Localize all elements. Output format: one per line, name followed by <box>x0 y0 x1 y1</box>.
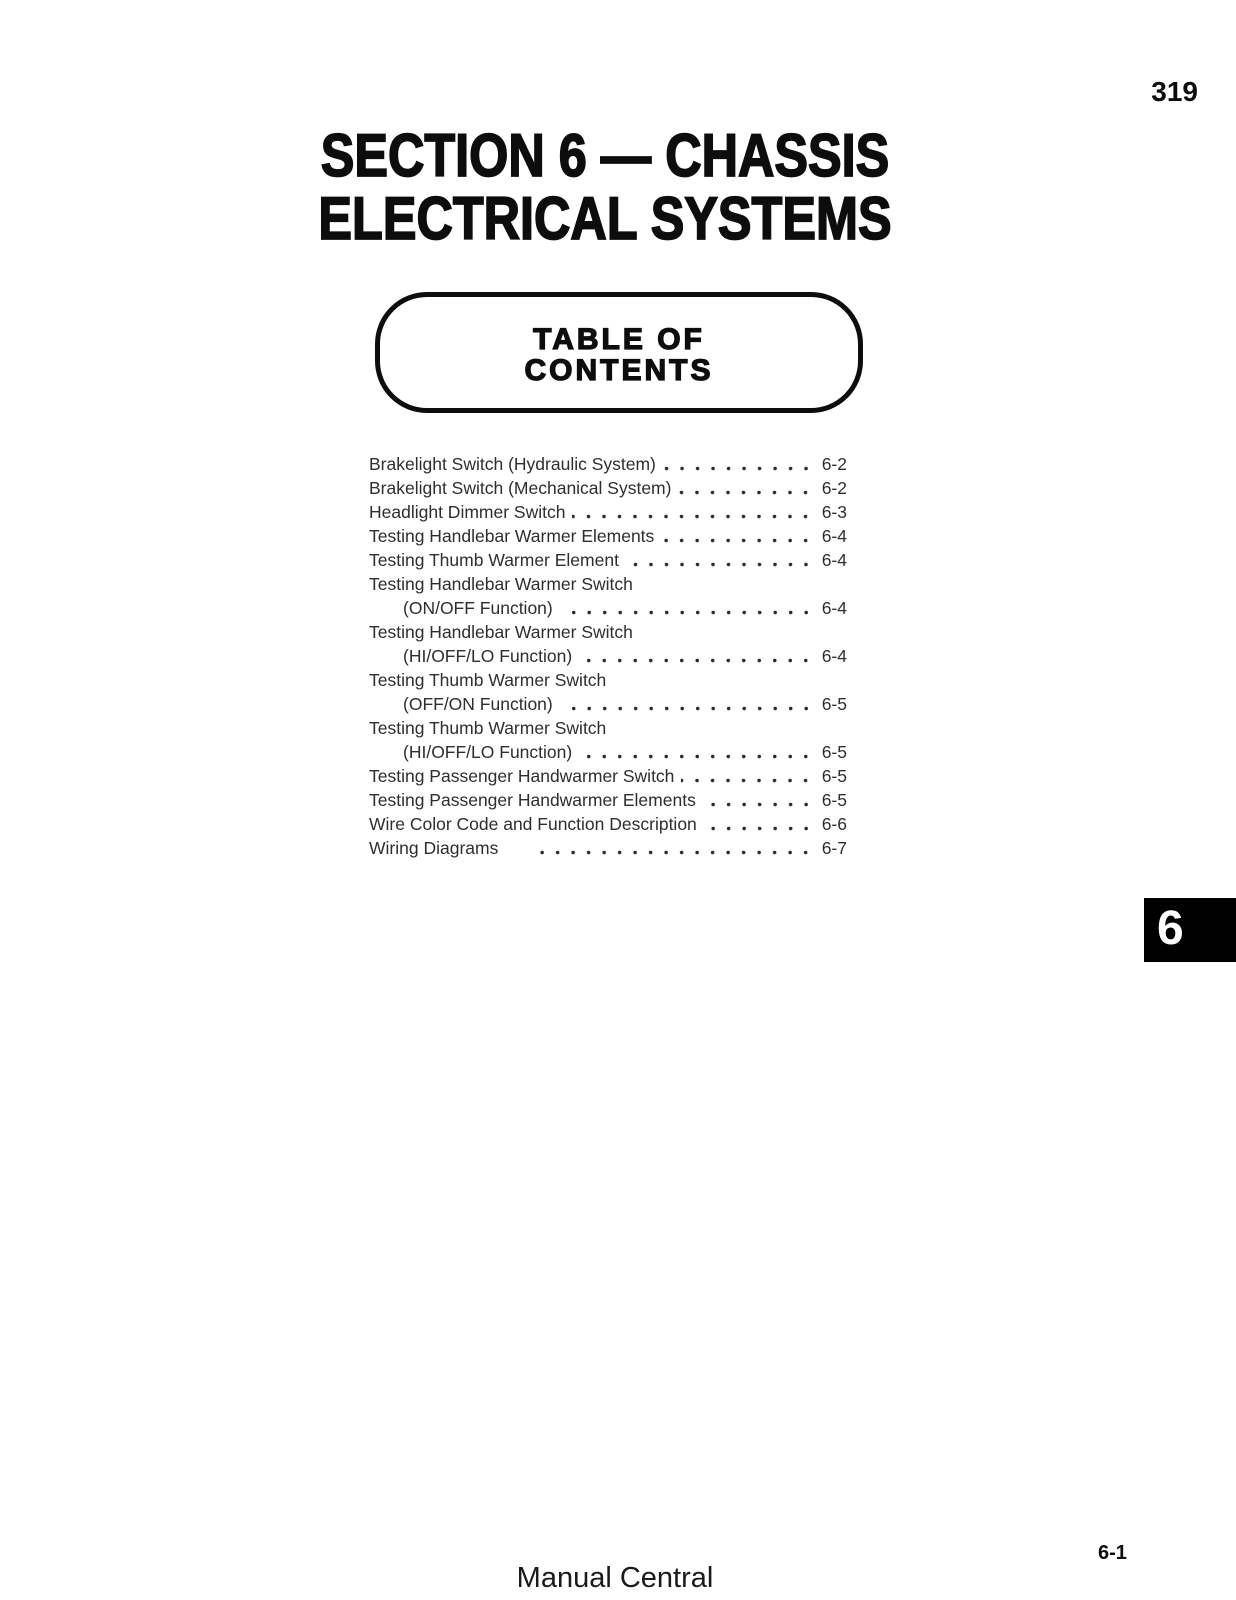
toc-entry <box>369 620 847 644</box>
toc-entry-page: 6-2 <box>821 454 847 474</box>
toc-heading-line2: CONTENTS <box>524 354 714 387</box>
toc-entry <box>369 524 847 548</box>
toc-entry-label: Testing Handlebar Warmer Elements <box>369 526 655 546</box>
toc-entry-label: Testing Passenger Handwarmer Elements <box>369 790 696 810</box>
section-title-line2: ELECTRICAL SYSTEMS <box>318 185 892 252</box>
dot-leader <box>704 812 814 836</box>
section-title <box>97 124 1113 250</box>
dot-leader <box>530 836 813 860</box>
footer-site-name: Manual Central <box>516 1562 714 1594</box>
toc-entry-label: (OFF/ON Function) <box>403 694 553 714</box>
dot-leader <box>560 596 814 620</box>
toc-entry <box>369 692 847 716</box>
chapter-tab <box>1144 898 1236 962</box>
toc-entry <box>369 572 847 596</box>
toc-entry <box>369 644 847 668</box>
toc-entry <box>369 836 847 860</box>
toc-list <box>369 452 847 860</box>
toc-entry <box>369 668 847 692</box>
dot-leader <box>661 524 813 548</box>
footer-page-ref: 6-1 <box>1098 1542 1127 1564</box>
toc-entry <box>369 764 847 788</box>
toc-entry-label: (HI/OFF/LO Function) <box>403 742 573 762</box>
dot-leader <box>560 692 814 716</box>
dot-leader <box>678 476 813 500</box>
toc-entry-label: Testing Thumb Warmer Switch <box>369 670 607 690</box>
toc-entry-label: Testing Handlebar Warmer Switch <box>369 622 633 642</box>
toc-entry-label: (HI/OFF/LO Function) <box>403 646 573 666</box>
toc-entry-page: 6-4 <box>821 598 847 618</box>
toc-entry-label: Wire Color Code and Function Description <box>369 814 697 834</box>
dot-leader <box>579 740 814 764</box>
dot-leader <box>626 548 814 572</box>
chapter-tab-number: 6 <box>1157 902 1184 955</box>
toc-entry-label: Testing Thumb Warmer Switch <box>369 718 607 738</box>
toc-entry-label: Brakelight Switch (Mechanical System) <box>369 478 672 498</box>
toc-entry-page: 6-5 <box>821 790 847 810</box>
dot-leader <box>579 644 814 668</box>
toc-entry-page: 6-4 <box>821 646 847 666</box>
toc-entry-label: Testing Passenger Handwarmer Switch <box>369 766 675 786</box>
toc-entry <box>369 548 847 572</box>
toc-entry <box>369 500 847 524</box>
toc-heading-line1: TABLE OF <box>533 323 705 356</box>
toc-entry <box>369 740 847 764</box>
toc-entry <box>369 452 847 476</box>
toc-entry-page: 6-7 <box>821 838 847 858</box>
toc-entry <box>369 716 847 740</box>
dot-leader <box>703 788 814 812</box>
section-title-line1: SECTION 6 — CHASSIS <box>320 122 890 189</box>
toc-entry <box>369 788 847 812</box>
toc-entry <box>369 476 847 500</box>
dot-leader <box>681 764 813 788</box>
toc-entry-page: 6-3 <box>821 502 847 522</box>
toc-entry-label: (ON/OFF Function) <box>403 598 553 618</box>
toc-entry-label: Headlight Dimmer Switch <box>369 502 566 522</box>
toc-entry-page: 6-5 <box>821 694 847 714</box>
toc-entry-page: 6-4 <box>821 550 847 570</box>
toc-entry-page: 6-5 <box>821 766 847 786</box>
toc-entry <box>369 812 847 836</box>
toc-entry-label: Brakelight Switch (Hydraulic System) <box>369 454 656 474</box>
dot-leader <box>663 452 814 476</box>
toc-entry <box>369 596 847 620</box>
toc-entry-page: 6-5 <box>821 742 847 762</box>
toc-entry-page: 6-6 <box>821 814 847 834</box>
toc-entry-label: Wiring Diagrams <box>369 838 499 858</box>
toc-heading-box <box>375 292 863 413</box>
dot-leader <box>572 500 813 524</box>
toc-entry-page: 6-2 <box>821 478 847 498</box>
toc-entry-label: Testing Handlebar Warmer Switch <box>369 574 633 594</box>
book-page-number: 319 <box>1151 76 1198 107</box>
toc-entry-page: 6-4 <box>821 526 847 546</box>
toc-entry-label: Testing Thumb Warmer Element <box>369 550 619 570</box>
